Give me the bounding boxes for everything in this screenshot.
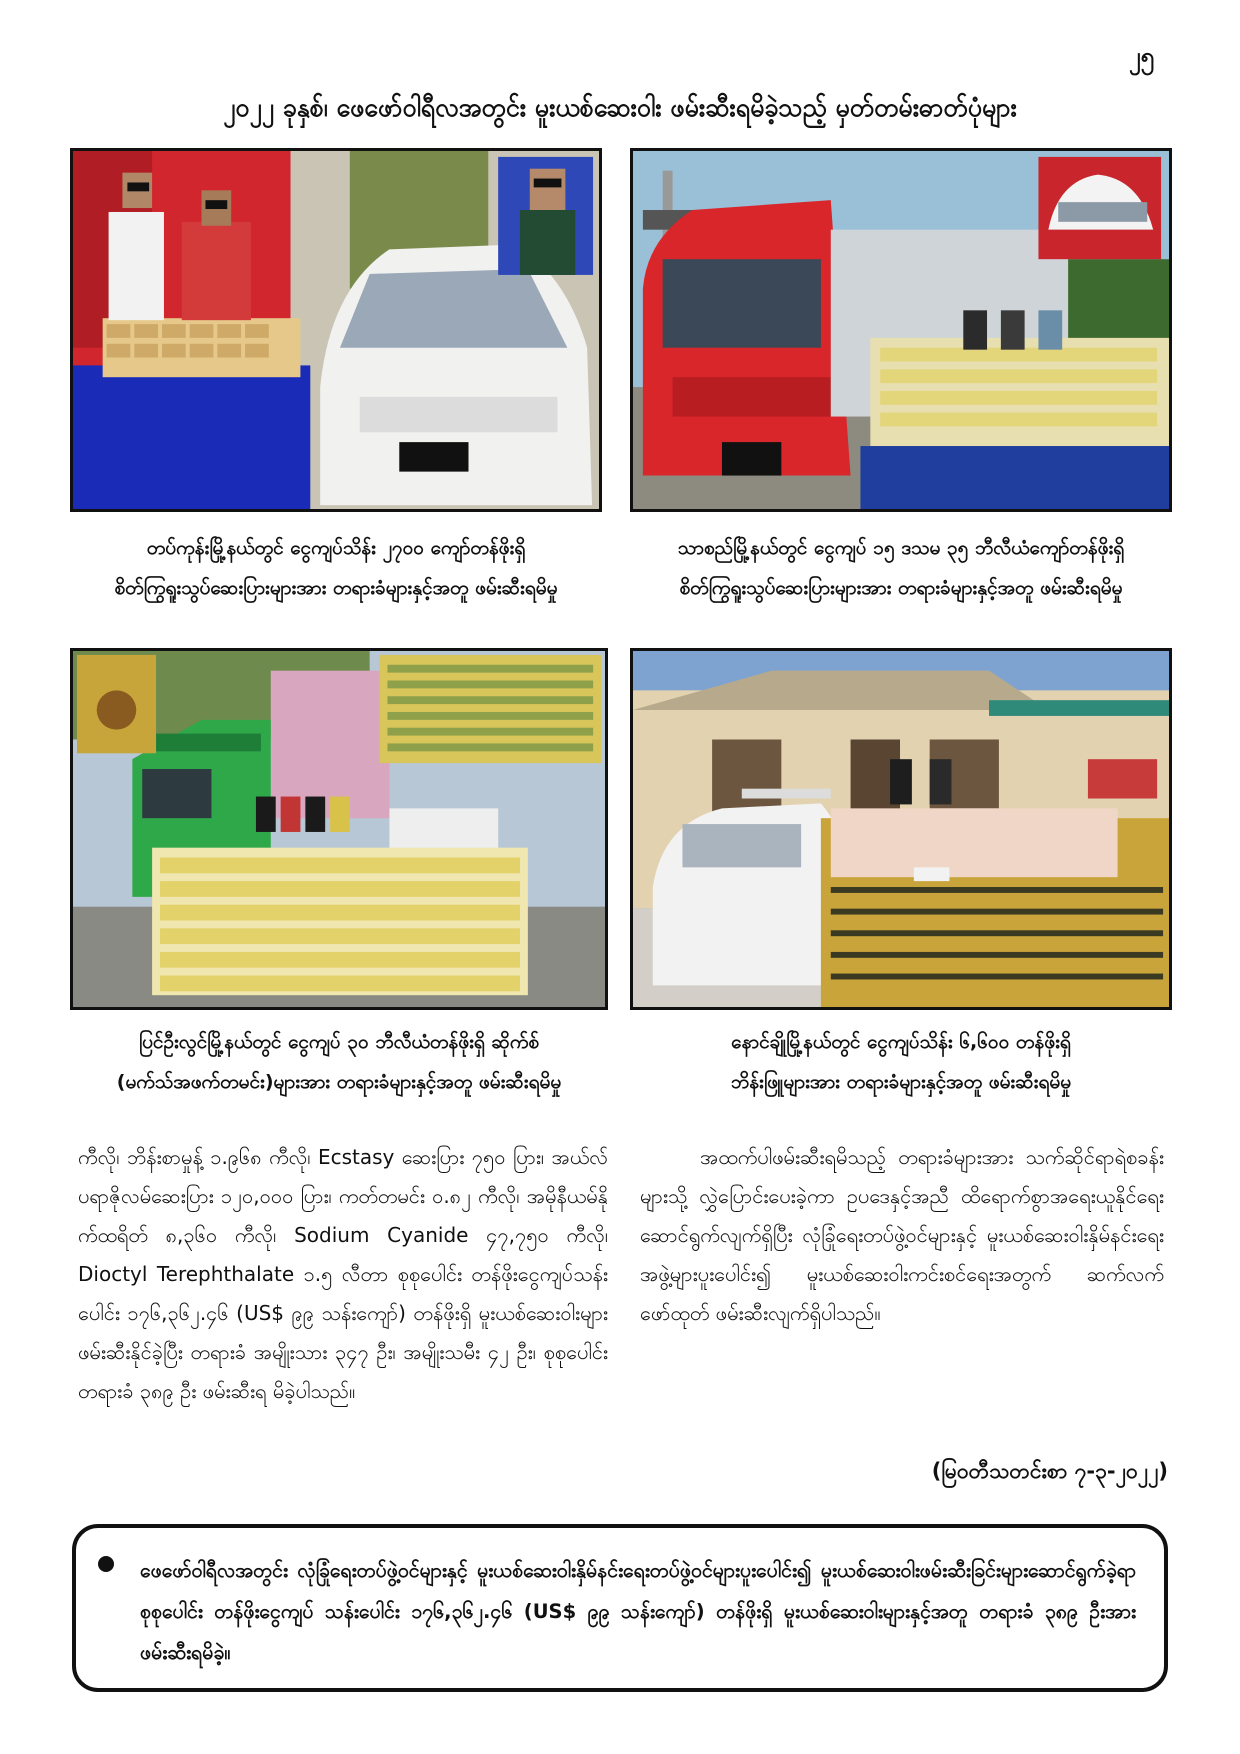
caption-line: စိတ်ကြွရူးသွပ်ဆေးပြားများအား တရားခံများနှင့်အတူ ဖမ်းဆီးရမိမှု bbox=[114, 577, 558, 599]
caption-photo-2 bbox=[630, 528, 1172, 608]
caption-photo-4 bbox=[630, 1022, 1172, 1102]
bullet-icon bbox=[98, 1556, 114, 1572]
body-paragraph-left: ကီလို၊ ဘိန်းစာမှုန့် ၁.၉၆၈ ကီလို၊ Ecstasy ဆေးပြား ၇၅၀ ပြား၊ အယ်လ်ပရာဇိုလမ်ဆေးပြား ၁၂၀,၀၀၀ ပြား၊ ကတ်တမင်း ၀.၈၂ ကီလို၊ အမိုနီယမ်နိုက်ထရိတ် ၈,၃၆၀ ကီလို၊ Sodium Cyanide ၄၇,၇၅၀ ကီလို၊ Dioctyl Terephthalate ၁.၅ လီတာ စုစုပေါင်း တန်ဖိုးငွေကျပ်သန်းပေါင်း ၁၇၆,၃၆၂.၄၆ (US$ ၉၉ သန်းကျော်) တန်ဖိုးရှိ မူးယစ်ဆေးဝါးများ ဖမ်းဆီးနိုင်ခဲ့ပြီး တရားခံ အမျိုးသား ၃၄၇ ဦး၊ အမျိုးသမီး ၄၂ ဦး၊ စုစုပေါင်း တရားခံ ၃၈၉ ဦး ဖမ်းဆီးရ မိခဲ့ပါသည်။ bbox=[78, 1145, 608, 1403]
page-title: ၂၀၂၂ ခုနှစ်၊ ဖေဖော်ဝါရီလအတွင်း မူးယစ်ဆေးဝါး ဖမ်းဆီးရမိခဲ့သည့် မှတ်တမ်းဓာတ်ပုံများ bbox=[223, 93, 1017, 122]
caption-line: ဘိန်းဖြူများအား တရားခံများနှင့်အတူ ဖမ်းဆီးရမိမှု bbox=[730, 1071, 1072, 1093]
body-paragraph-right: အထက်ပါဖမ်းဆီးရမိသည့် တရားခံများအား သက်ဆိုင်ရာရဲစခန်းများသို့ လွှဲပြောင်းပေးခဲ့ကာ ဥပဒေနှင့်အညီ ထိရောက်စွာအရေးယူနိုင်ရေး ဆောင်ရွက်လျက်ရှိပြီး လုံခြုံရေးတပ်ဖွဲ့ဝင်များနှင့် မူးယစ်ဆေးဝါးနှိမ်နင်းရေးအဖွဲ့များပူးပေါင်း၍ မူးယစ်ဆေးဝါးကင်းစင်ရေးအတွက် ဆက်လက်ဖော်ထုတ် ဖမ်းဆီးလျက်ရှိပါသည်။ bbox=[640, 1145, 1164, 1325]
caption-photo-1 bbox=[70, 528, 602, 608]
caption-line: တပ်ကုန်းမြို့နယ်တွင် ငွေကျပ်သိန်း ၂၇၀၀ ကျော်တန်ဖိုးရှိ bbox=[146, 537, 526, 559]
photo-naungcho-seizure bbox=[630, 648, 1172, 1010]
photo-tatkon-image bbox=[73, 151, 599, 509]
caption-line: နောင်ချိုမြို့နယ်တွင် ငွေကျပ်သိန်း ၆,၆၀၀ တန်ဖိုးရှိ bbox=[731, 1031, 1071, 1053]
caption-line: (မက်သ်အဖက်တမင်း)များအား တရားခံများနှင့်အတူ ဖမ်းဆီးရမိမှု bbox=[116, 1071, 562, 1093]
photo-tatkon-seizure bbox=[70, 148, 602, 512]
photo-thazi-seizure bbox=[630, 148, 1172, 512]
caption-photo-3 bbox=[70, 1022, 608, 1102]
photo-pyinoolwin-seizure bbox=[70, 648, 608, 1010]
summary-text: ဖေဖော်ဝါရီလအတွင်း လုံခြုံရေးတပ်ဖွဲ့ဝင်များနှင့် မူးယစ်ဆေးဝါးနှိမ်နင်းရေးတပ်ဖွဲ့ဝင်များပူးပေါင်း၍ မူးယစ်ဆေးဝါးဖမ်းဆီးခြင်းများဆောင်ရွက်ခဲ့ရာ စုစုပေါင်း တန်ဖိုးငွေကျပ် သန်းပေါင်း ၁၇၆,၃၆၂.၄၆ (US$ ၉၉ သန်းကျော်) တန်ဖိုးရှိ မူးယစ်ဆေးဝါးများနှင့်အတူ တရားခံ ၃၈၉ ဦးအား ဖမ်းဆီးရမိခဲ့။ bbox=[140, 1559, 1136, 1664]
caption-line: ပြင်ဦးလွင်မြို့နယ်တွင် ငွေကျပ် ၃၀ ဘီလီယံတန်ဖိုးရှိ ဆိုက်စ် bbox=[138, 1031, 540, 1053]
caption-line: သာစည်မြို့နယ်တွင် ငွေကျပ် ၁၅ ဒသမ ၃၅ ဘီလီယံကျော်တန်ဖိုးရှိ bbox=[677, 537, 1125, 559]
caption-line: စိတ်ကြွရူးသွပ်ဆေးပြားများအား တရားခံများနှင့်အတူ ဖမ်းဆီးရမိမှု bbox=[679, 577, 1123, 599]
photo-pyinoolwin-image bbox=[73, 651, 605, 1007]
photo-thazi-image bbox=[633, 151, 1169, 509]
summary-box bbox=[72, 1524, 1168, 1692]
page-number: ၂၅ bbox=[1128, 42, 1154, 70]
news-source: (မြဝတီသတင်းစာ ၇-၃-၂၀၂၂) bbox=[931, 1459, 1168, 1483]
photo-naungcho-image bbox=[633, 651, 1169, 1007]
